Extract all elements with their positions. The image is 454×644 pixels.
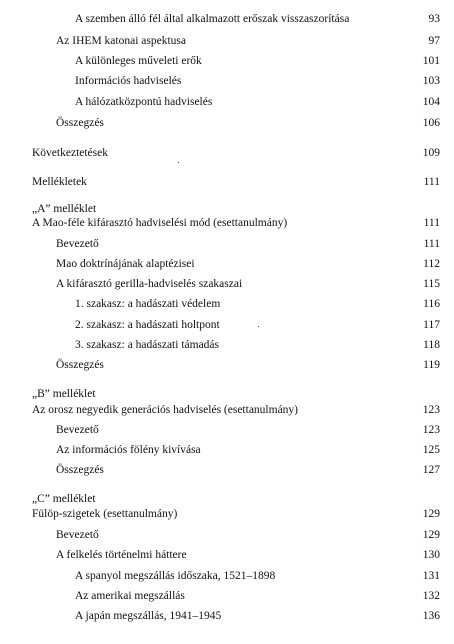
toc-entry	[0, 568, 454, 584]
toc-entry-page: 112	[423, 258, 440, 270]
toc-entry	[0, 115, 454, 131]
toc-entry	[0, 588, 454, 604]
toc-entry	[0, 276, 454, 292]
toc-entry-label: Bevezető	[56, 529, 99, 541]
toc-entry-page: 127	[422, 464, 440, 476]
toc-entry-label: Bevezető	[56, 424, 99, 436]
toc-entry-label: A spanyol megszállás időszaka, 1521–1898	[75, 570, 276, 582]
toc-entry	[0, 215, 454, 231]
toc-entry-page: 117	[423, 319, 440, 331]
toc-entry	[0, 547, 454, 563]
toc-entry-page: 93	[428, 13, 440, 25]
toc-entry-page: 123	[422, 424, 440, 436]
toc-entry	[0, 462, 454, 478]
toc-entry-page: 111	[423, 217, 440, 229]
toc-entry-label: A hálózatközpontú hadviselés	[75, 96, 213, 108]
toc-entry-label: 2. szakasz: a hadászati holtpont	[75, 319, 220, 331]
toc-entry-page: 111	[423, 176, 440, 188]
toc-entry	[0, 236, 454, 252]
toc-entry-page: 104	[422, 96, 440, 108]
toc-entry	[0, 256, 454, 272]
toc-entry-page: 111	[423, 238, 440, 250]
toc-entry-label: Összegzés	[56, 117, 104, 129]
toc-entry	[0, 33, 454, 49]
toc-entry-page: 118	[423, 339, 440, 351]
toc-entry-page: 125	[422, 444, 440, 456]
toc-entry-page: 116	[423, 298, 440, 310]
toc-entry-label: „B” melléklet	[32, 388, 96, 400]
toc-entry-label: Következtetések	[32, 147, 108, 159]
toc-entry-label: Mellékletek	[32, 176, 87, 188]
toc-entry-label: Összegzés	[56, 464, 104, 476]
toc-entry-label: A Mao-féle kifárasztó hadviselési mód (esettanulmány)	[32, 217, 288, 229]
appendix-heading	[0, 386, 454, 402]
toc-entry-label: Az orosz negyedik generációs hadviselés (esettanulmány)	[32, 404, 298, 416]
toc-entry	[0, 337, 454, 353]
toc-entry-label: Az IHEM katonai aspektusa	[56, 35, 186, 47]
toc-entry	[0, 422, 454, 438]
toc-entry-page: 106	[422, 117, 440, 129]
toc-entry-page: 101	[422, 55, 440, 67]
toc-entry-label: Az amerikai megszállás	[75, 590, 185, 602]
toc-entry	[0, 296, 454, 312]
toc-entry-page: 132	[422, 590, 440, 602]
toc-entry-label: „C” melléklet	[32, 493, 96, 505]
toc-entry-page: 119	[423, 359, 440, 371]
toc-entry	[0, 608, 454, 624]
toc-entry-page: 115	[423, 278, 440, 290]
toc-entry	[0, 402, 454, 418]
print-speck	[258, 326, 259, 327]
toc-entry-page: 131	[422, 570, 440, 582]
toc-entry	[0, 174, 454, 190]
toc-entry-label: Bevezető	[56, 238, 99, 250]
toc-entry	[0, 527, 454, 543]
appendix-heading	[0, 491, 454, 507]
toc-entry	[0, 506, 454, 522]
toc-entry-page: 103	[422, 75, 440, 87]
toc-entry-page: 123	[422, 404, 440, 416]
toc-entry-page: 129	[422, 508, 440, 520]
toc-entry-label: Összegzés	[56, 359, 104, 371]
toc-entry-label: A szemben álló fél által alkalmazott erőszak visszaszorítása	[75, 13, 350, 25]
toc-entry-page: 130	[422, 549, 440, 561]
toc-entry-label: Mao doktrínájának alaptézisei	[56, 258, 195, 270]
toc-entry	[0, 94, 454, 110]
toc-entry	[0, 53, 454, 69]
toc-entry-page: 109	[422, 147, 440, 159]
toc-entry	[0, 317, 454, 333]
toc-entry-page: 97	[428, 35, 440, 47]
toc-entry	[0, 11, 454, 27]
toc-entry-label: Információs hadviselés	[75, 75, 182, 87]
toc-entry-label: A különleges műveleti erők	[75, 55, 202, 67]
print-speck	[178, 162, 179, 163]
toc-entry-label: 1. szakasz: a hadászati védelem	[75, 298, 221, 310]
toc-entry	[0, 357, 454, 373]
toc-entry	[0, 145, 454, 161]
toc-entry-label: A felkelés történelmi háttere	[56, 549, 187, 561]
toc-entry-label: Az információs fölény kivívása	[56, 444, 201, 456]
toc-entry-label: A kifárasztó gerilla-hadviselés szakaszai	[56, 278, 243, 290]
toc-entry-label: Fülöp-szigetek (esettanulmány)	[32, 508, 178, 520]
toc-entry-label: A japán megszállás, 1941–1945	[75, 610, 222, 622]
toc-entry-label: 3. szakasz: a hadászati támadás	[75, 339, 220, 351]
toc-entry-label: „A” melléklet	[32, 203, 97, 215]
toc-entry	[0, 73, 454, 89]
toc-entry	[0, 442, 454, 458]
toc-entry-page: 136	[422, 610, 440, 622]
toc-entry-page: 129	[422, 529, 440, 541]
